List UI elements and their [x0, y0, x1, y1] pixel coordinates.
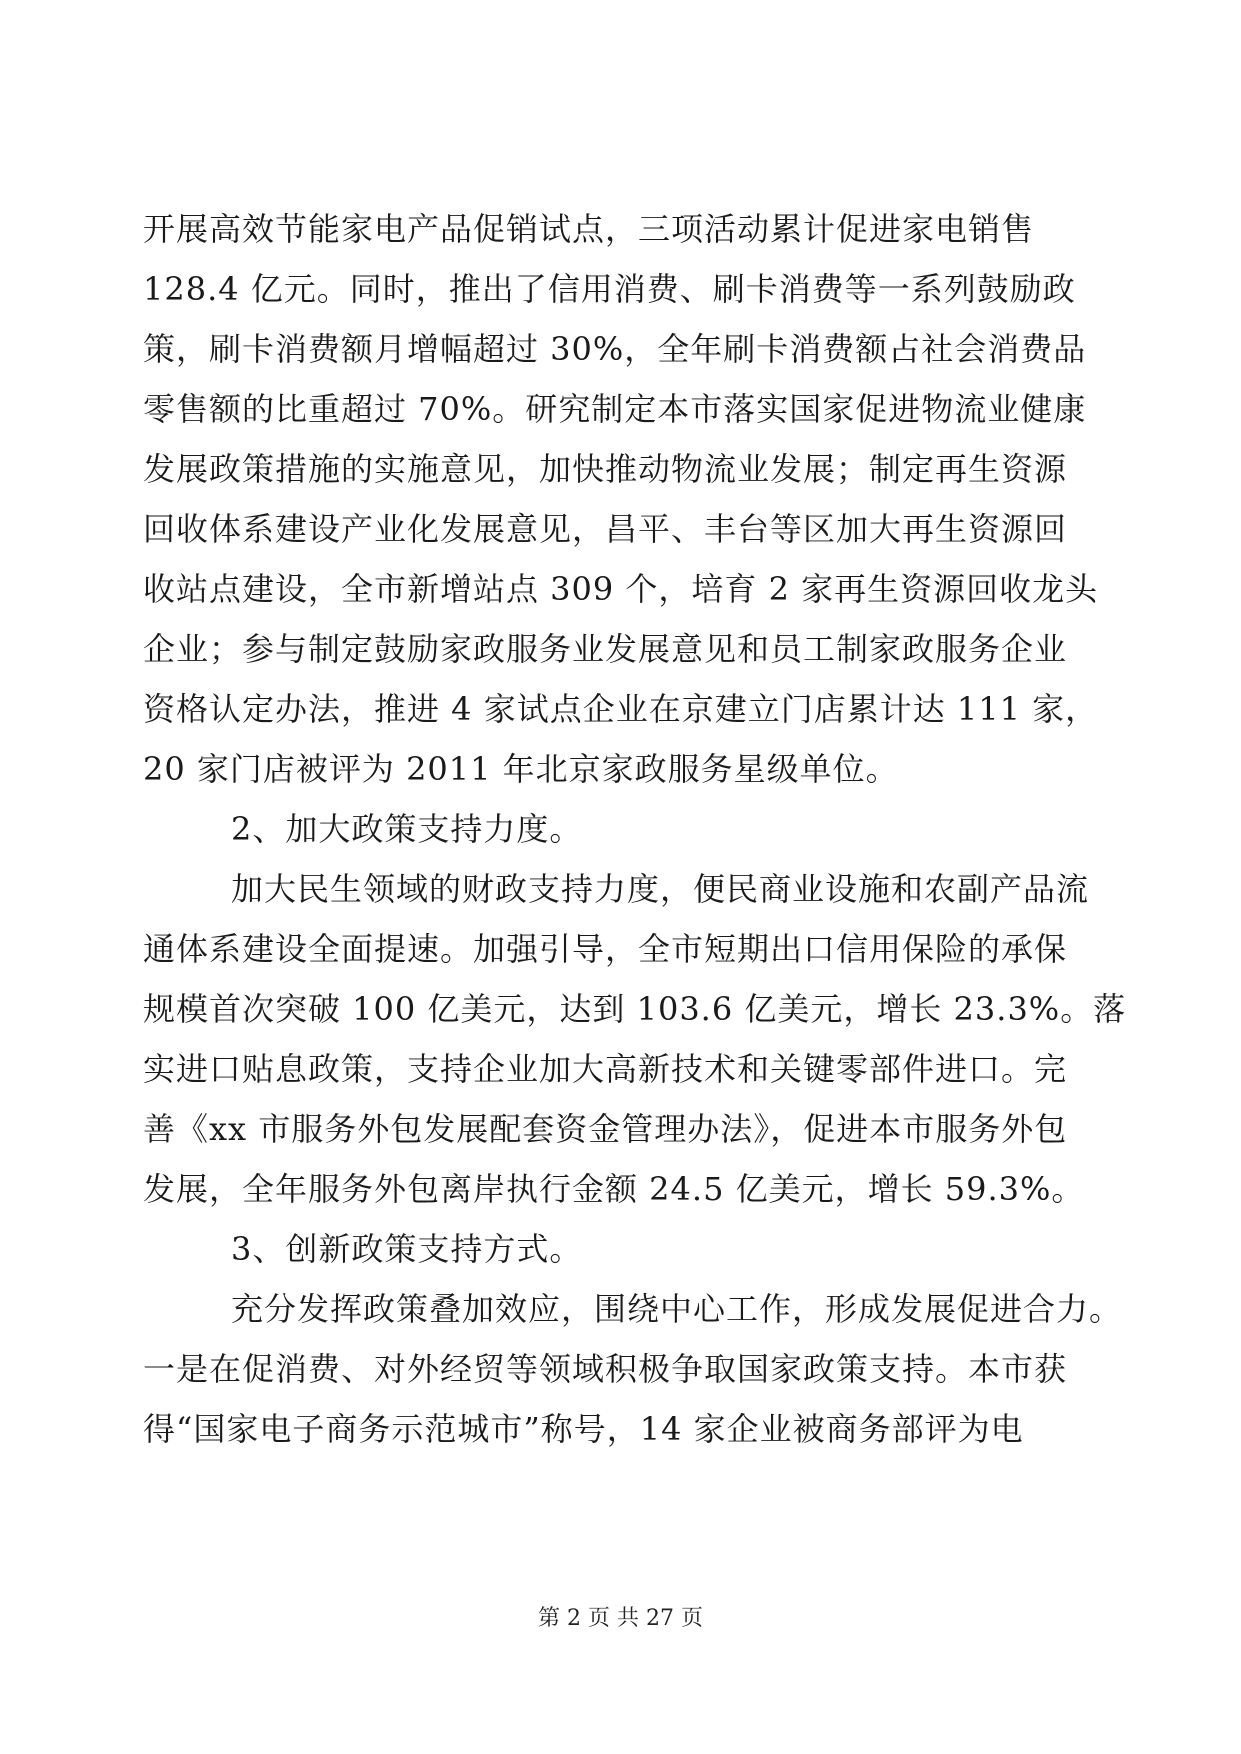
text-line: 策，刷卡消费额月增幅超过 30%，全年刷卡消费额占社会消费品	[143, 330, 1087, 368]
text-line: 充分发挥政策叠加效应，围绕中心工作，形成发展促进合力。	[231, 1290, 1123, 1328]
text-line: 128.4 亿元。同时，推出了信用消费、刷卡消费等一系列鼓励政	[143, 270, 1076, 308]
text-line: 一是在促消费、对外经贸等领域积极争取国家政策支持。本市获	[143, 1350, 1068, 1388]
text-line: 善《xx 市服务外包发展配套资金管理办法》，促进本市服务外包	[143, 1110, 1068, 1148]
text-line: 规模首次突破 100 亿美元，达到 103.6 亿美元，增长 23.3%。落	[143, 990, 1127, 1028]
section-heading: 2、加大政策支持力度。	[231, 810, 583, 848]
text-line: 企业；参与制定鼓励家政服务业发展意见和员工制家政服务企业	[143, 630, 1068, 668]
text-line: 20 家门店被评为 2011 年北京家政服务星级单位。	[143, 750, 899, 788]
text-line: 发展，全年服务外包离岸执行金额 24.5 亿美元，增长 59.3%。	[143, 1170, 1085, 1208]
text-line: 回收体系建设产业化发展意见，昌平、丰台等区加大再生资源回	[143, 510, 1068, 548]
text-line: 收站点建设，全市新增站点 309 个，培育 2 家再生资源回收龙头	[143, 570, 1099, 608]
text-line: 通体系建设全面提速。加强引导，全市短期出口信用保险的承保	[143, 930, 1068, 968]
text-line: 零售额的比重超过 70%。研究制定本市落实国家促进物流业健康	[143, 390, 1087, 428]
text-line: 开展高效节能家电产品促销试点，三项活动累计促进家电销售	[143, 210, 1035, 248]
text-line: 实进口贴息政策，支持企业加大高新技术和关键零部件进口。完	[143, 1050, 1068, 1088]
text-line: 加大民生领域的财政支持力度，便民商业设施和农副产品流	[231, 870, 1090, 908]
page-number-footer: 第 2 页 共 27 页	[538, 1606, 703, 1631]
document-body	[143, 199, 1127, 1459]
section-heading: 3、创新政策支持方式。	[231, 1230, 583, 1268]
text-line: 得“国家电子商务示范城市”称号，14 家企业被商务部评为电	[143, 1410, 1024, 1448]
text-line: 发展政策措施的实施意见，加快推动物流业发展；制定再生资源	[143, 450, 1068, 488]
text-line: 资格认定办法，推进 4 家试点企业在京建立门店累计达 111 家，	[143, 690, 1099, 728]
